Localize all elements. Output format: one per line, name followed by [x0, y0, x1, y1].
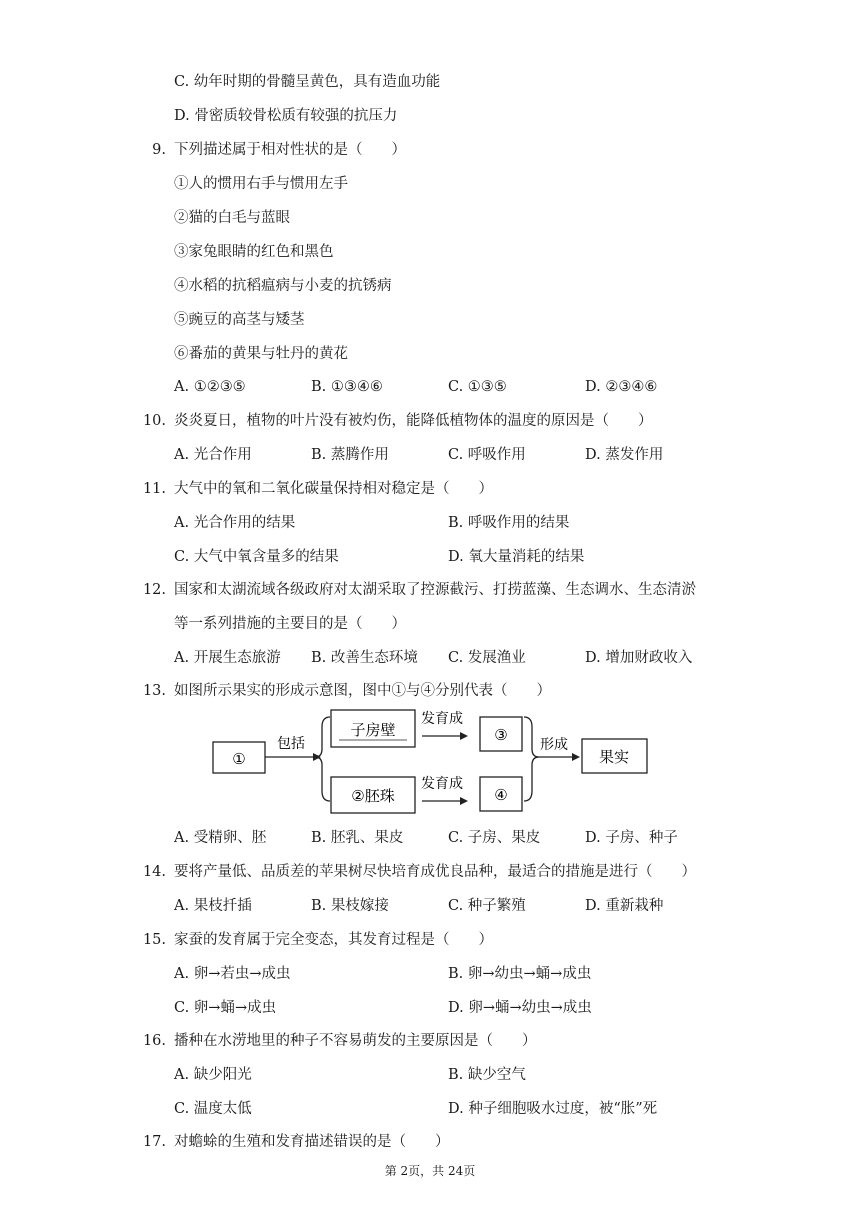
answer-option: B. 蒸腾作用: [311, 447, 389, 463]
diagram-fruit-label: 果实: [598, 748, 630, 766]
answer-option: C. 种子繁殖: [448, 898, 526, 914]
question-text: 家蚕的发育属于完全变态，其发育过程是（ ）: [174, 932, 493, 948]
question-text: 播种在水涝地里的种子不容易萌发的主要原因是（ ）: [174, 1033, 537, 1049]
option-line: C. 幼年时期的骨髓呈黄色，具有造血功能: [174, 74, 441, 90]
answer-option: B. 缺少空气: [448, 1067, 526, 1083]
answer-option: A. 卵→若虫→成虫: [174, 966, 291, 982]
answer-option: C. 发展渔业: [448, 650, 526, 666]
diagram-include-label: 包括: [277, 736, 305, 752]
question-text-continued: 等一系列措施的主要目的是（ ）: [174, 616, 406, 632]
question-text: 炎炎夏日，植物的叶片没有被灼伤，能降低植物体的温度的原因是（ ）: [174, 413, 653, 429]
question-text: 国家和太湖流域各级政府对太湖采取了控源截污、打捞蓝藻、生态调水、生态清淤: [174, 582, 696, 598]
diagram-right-brace: [524, 717, 539, 801]
diagram-ovary-wall-label: 子房壁: [350, 721, 396, 739]
statement-item: ④水稻的抗稻瘟病与小麦的抗锈病: [174, 278, 392, 294]
fruit-formation-diagram: [210, 705, 660, 820]
diagram-form-label: 形成: [540, 737, 568, 753]
answer-option: D. 种子细胞吸水过度，被“胀”死: [448, 1101, 658, 1117]
question-number: 17.: [142, 1134, 166, 1150]
statement-item: ②猫的白毛与蓝眼: [174, 210, 290, 226]
answer-option: C. 子房、果皮: [448, 830, 541, 846]
statement-item: ①人的惯用右手与惯用左手: [174, 176, 348, 192]
question-number: 10.: [142, 413, 166, 429]
answer-option: D. 子房、种子: [585, 830, 678, 846]
answer-option: B. 胚乳、果皮: [311, 830, 404, 846]
answer-option: D. 蒸发作用: [585, 447, 664, 463]
page-footer: 第 2页，共 24页: [384, 1164, 476, 1178]
answer-option: B. 卵→幼虫→蛹→成虫: [448, 966, 592, 982]
answer-option: C. 卵→蛹→成虫: [174, 1000, 277, 1016]
answer-option: D. 重新栽种: [585, 898, 664, 914]
diagram-left-brace: [315, 717, 330, 801]
question-text: 对蟾蜍的生殖和发育描述错误的是（ ）: [174, 1134, 450, 1150]
answer-option: D. 卵→蛹→幼虫→成虫: [448, 1000, 592, 1016]
question-text: 下列描述属于相对性状的是（ ）: [174, 142, 406, 158]
question-number: 15.: [142, 932, 166, 948]
answer-option: C. 温度太低: [174, 1101, 252, 1117]
diagram-box-1-label: ①: [232, 750, 246, 768]
diagram-box-3-label: ③: [494, 726, 508, 744]
answer-option: D. 增加财政收入: [585, 650, 693, 666]
answer-option: C. 呼吸作用: [448, 447, 526, 463]
answer-option: C. ①③⑤: [448, 379, 507, 395]
answer-option: A. 光合作用的结果: [174, 515, 296, 531]
diagram-develop-label-bottom: 发育成: [421, 776, 463, 792]
answer-option: B. 果枝嫁接: [311, 898, 389, 914]
question-number: 13.: [142, 683, 166, 699]
answer-option: A. 果枝扦插: [174, 898, 252, 914]
statement-item: ⑥番茄的黄果与牡丹的黄花: [174, 346, 348, 362]
question-text: 如图所示果实的形成示意图，图中①与④分别代表（ ）: [174, 683, 551, 699]
answer-option: A. 缺少阳光: [174, 1067, 252, 1083]
question-text: 要将产量低、品质差的苹果树尽快培育成优良品种，最适合的措施是进行（ ）: [174, 864, 696, 880]
question-number: 11.: [142, 481, 166, 497]
question-number: 14.: [142, 864, 166, 880]
question-number: 9.: [152, 142, 166, 158]
answer-option: B. 呼吸作用的结果: [448, 515, 570, 531]
diagram-develop-label-top: 发育成: [421, 711, 463, 727]
question-number: 12.: [142, 582, 166, 598]
diagram-box-4-label: ④: [494, 786, 508, 804]
statement-item: ③家兔眼睛的红色和黑色: [174, 244, 334, 260]
answer-option: A. 受精卵、胚: [174, 830, 267, 846]
question-text: 大气中的氧和二氧化碳量保持相对稳定是（ ）: [174, 481, 493, 497]
question-number: 16.: [142, 1033, 166, 1049]
answer-option: C. 大气中氧含量多的结果: [174, 549, 339, 565]
answer-option: A. ①②③⑤: [174, 379, 246, 395]
answer-option: A. 开展生态旅游: [174, 650, 281, 666]
statement-item: ⑤豌豆的高茎与矮茎: [174, 312, 305, 328]
answer-option: D. ②③④⑥: [585, 379, 658, 395]
diagram-ovule-label: ②胚珠: [351, 787, 395, 805]
option-line: D. 骨密质较骨松质有较强的抗压力: [174, 108, 398, 124]
answer-option: B. ①③④⑥: [311, 379, 383, 395]
answer-option: B. 改善生态环境: [311, 650, 418, 666]
answer-option: D. 氧大量消耗的结果: [448, 549, 585, 565]
answer-option: A. 光合作用: [174, 447, 252, 463]
